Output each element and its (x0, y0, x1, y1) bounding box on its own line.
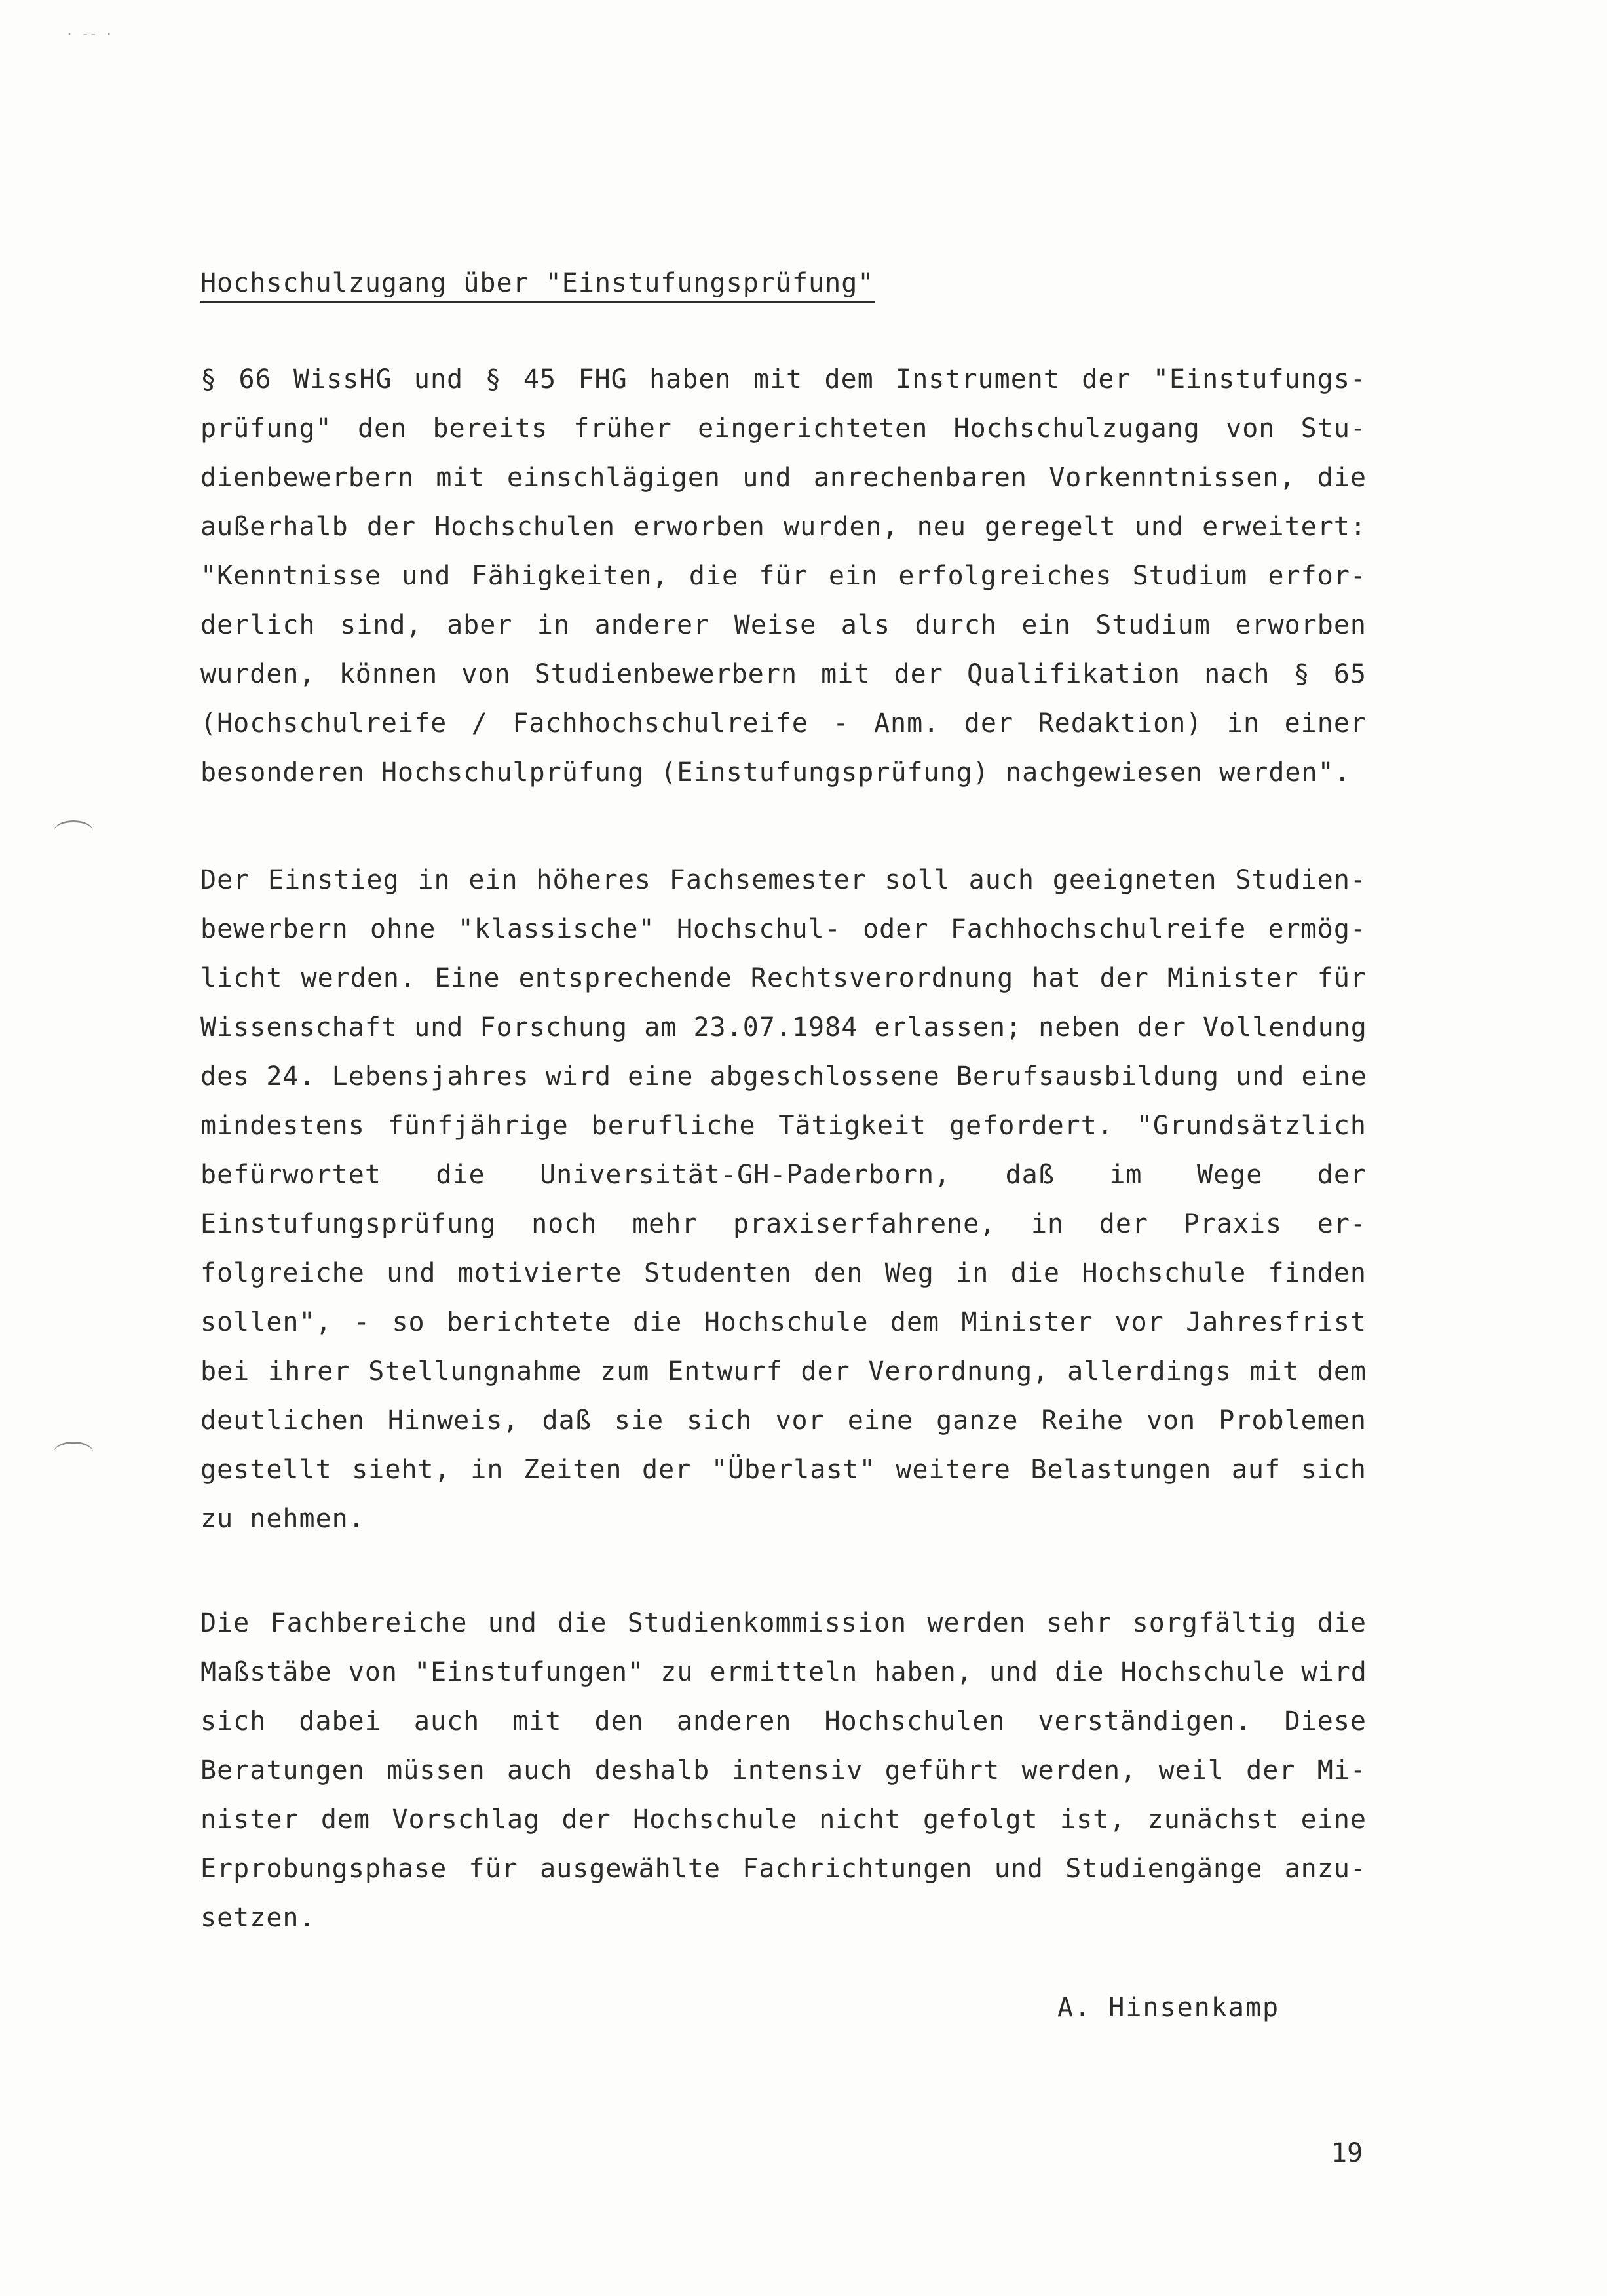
text-line: Beratungen müssen auch deshalb intensiv geführt werden, weil der Mi- (200, 1755, 1367, 1786)
text-line: gestellt sieht, in Zeiten der "Überlast" weitere Belastungen auf sich (200, 1455, 1367, 1485)
text-line: sollen", - so berichtete die Hochschule dem Minister vor Jahresfrist (200, 1307, 1367, 1337)
paragraph-1 (200, 355, 1367, 797)
text-line: licht werden. Eine entsprechende Rechtsverordnung hat der Minister für (200, 963, 1367, 993)
scan-specks: · ‑‑ · (66, 26, 113, 42)
paragraph-3 (200, 1599, 1367, 1943)
punch-hole-mark (54, 820, 93, 842)
text-line: bei ihrer Stellungnahme zum Entwurf der Verordnung, allerdings mit dem (200, 1356, 1367, 1387)
text-line: folgreiche und motivierte Studenten den Weg in die Hochschule finden (200, 1258, 1367, 1288)
text-line: Maßstäbe von "Einstufungen" zu ermitteln haben, und die Hochschule wird (200, 1657, 1367, 1687)
text-line: Einstufungsprüfung noch mehr praxiserfahrene, in der Praxis er- (200, 1209, 1367, 1239)
text-line: außerhalb der Hochschulen erworben wurden, neu geregelt und erweitert: (200, 512, 1367, 542)
author-signature: A. Hinsenkamp (1057, 1993, 1280, 2023)
text-line: Die Fachbereiche und die Studienkommission werden sehr sorgfältig die (200, 1608, 1367, 1638)
text-line: deutlichen Hinweis, daß sie sich vor eine ganze Reihe von Problemen (200, 1406, 1367, 1436)
text-line: besonderen Hochschulprüfung (Einstufungsprüfung) nachgewiesen werden". (200, 757, 1351, 788)
punch-hole-mark (54, 1442, 93, 1463)
title-underline (200, 301, 875, 303)
text-line: prüfung" den bereits früher eingerichteten Hochschulzugang von Stu- (200, 413, 1367, 444)
text-line: Erprobungsphase für ausgewählte Fachrichtungen und Studiengänge anzu- (200, 1854, 1367, 1884)
text-line: § 66 WissHG und § 45 FHG haben mit dem Instrument der "Einstufungs- (200, 364, 1367, 394)
text-line: setzen. (200, 1903, 316, 1933)
page-title: Hochschulzugang über "Einstufungsprüfung" (200, 268, 875, 298)
page-number: 19 (1331, 2138, 1363, 2168)
text-line: sich dabei auch mit den anderen Hochschulen verständigen. Diese (200, 1706, 1367, 1736)
text-line: mindestens fünfjährige berufliche Tätigkeit gefordert. "Grundsätzlich (200, 1111, 1367, 1141)
paragraph-2 (200, 856, 1367, 1544)
text-line: Der Einstieg in ein höheres Fachsemester soll auch geeigneten Studien- (200, 865, 1367, 895)
text-line: Wissenschaft und Forschung am 23.07.1984 erlassen; neben der Vollendung (200, 1012, 1367, 1043)
text-line: wurden, können von Studienbewerbern mit der Qualifikation nach § 65 (200, 659, 1367, 689)
text-line: bewerbern ohne "klassische" Hochschul- oder Fachhochschulreife ermög- (200, 914, 1367, 944)
text-line: (Hochschulreife / Fachhochschulreife - Anm. der Redaktion) in einer (200, 708, 1367, 738)
text-line: befürwortet die Universität-GH-Paderborn, daß im Wege der (200, 1160, 1367, 1190)
text-line: nister dem Vorschlag der Hochschule nicht gefolgt ist, zunächst eine (200, 1805, 1367, 1835)
text-line: des 24. Lebensjahres wird eine abgeschlossene Berufsausbildung und eine (200, 1062, 1367, 1092)
text-line: dienbewerbern mit einschlägigen und anrechenbaren Vorkenntnissen, die (200, 463, 1367, 493)
text-line: zu nehmen. (200, 1504, 365, 1534)
text-line: derlich sind, aber in anderer Weise als durch ein Studium erworben (200, 610, 1367, 640)
text-line: "Kenntnisse und Fähigkeiten, die für ein erfolgreiches Studium erfor- (200, 561, 1367, 591)
